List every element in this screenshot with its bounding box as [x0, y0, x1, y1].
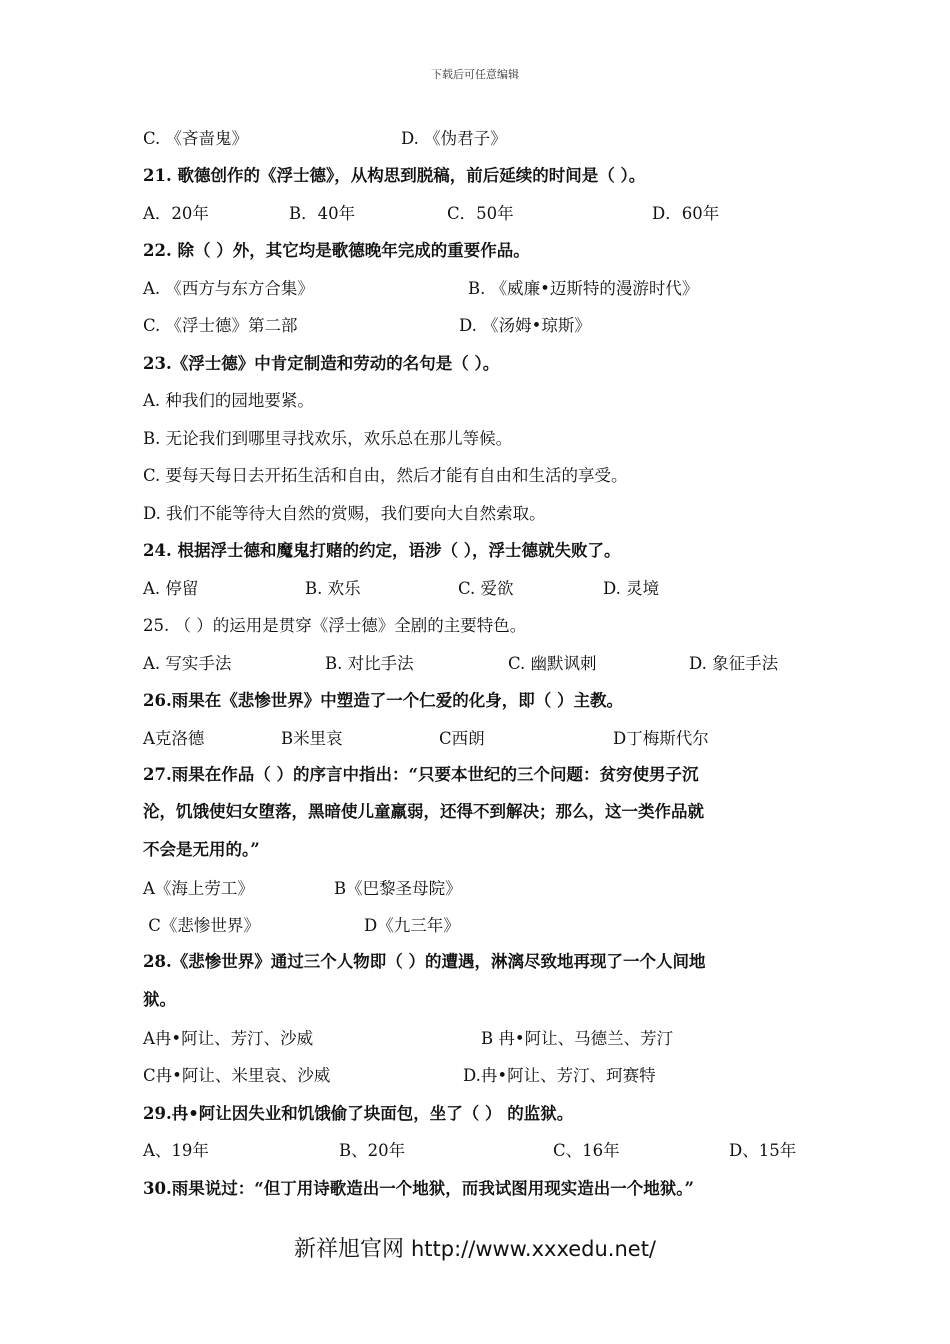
- question-28-line: 狱。: [143, 989, 176, 1009]
- question-23: 23.《浮士德》中肯定制造和劳动的名句是（ ）。: [143, 353, 500, 373]
- question-22: 22. 除（ ）外，其它均是歌德晚年完成的重要作品。: [143, 241, 530, 261]
- option: A．20年: [143, 203, 209, 223]
- options-row: [143, 718, 823, 756]
- options-row: [143, 1056, 823, 1094]
- option: B、20年: [339, 1141, 406, 1161]
- option: A《海上劳工》: [143, 878, 254, 898]
- question-30: 30.雨果说过：“但丁用诗歌造出一个地狱，而我试图用现实造出一个地狱。”: [143, 1178, 694, 1198]
- option: B《巴黎圣母院》: [334, 878, 462, 898]
- options-row: [143, 118, 823, 156]
- option: B米里哀: [281, 728, 343, 748]
- option: C. 幽默讽刺: [508, 653, 597, 673]
- option: A. 写实手法: [143, 653, 232, 673]
- question-21: 21. 歌德创作的《浮士德》，从构思到脱稿，前后延续的时间是（ ）。: [143, 166, 646, 186]
- question-27-line: 沦，饥饿使妇女堕落，黑暗使儿童羸弱，还得不到解决；那么，这一类作品就: [143, 802, 704, 821]
- page-header: 下载后可任意编辑: [431, 68, 519, 81]
- option: D. 《伪君子》: [401, 128, 507, 148]
- question-29: 29.冉•阿让因失业和饥饿偷了块面包，坐了（ ） 的监狱。: [143, 1103, 574, 1123]
- options-row: [143, 1131, 823, 1169]
- option: D. 象征手法: [689, 653, 779, 673]
- question-27-line: 不会是无用的。”: [143, 839, 260, 859]
- option-line: B. 无论我们到哪里寻找欢乐，欢乐总在那儿等候。: [143, 428, 513, 448]
- question-24: 24. 根据浮士德和魔鬼打赌的约定，语涉（ ），浮士德就失败了。: [143, 541, 621, 561]
- option: A克洛德: [143, 728, 205, 748]
- option: C. 《浮士德》第二部: [143, 316, 298, 336]
- question-28: [143, 943, 803, 1018]
- option: C西朗: [439, 728, 485, 748]
- footer-url[interactable]: http://www.xxxedu.net/: [410, 1237, 657, 1261]
- options-row: [143, 868, 823, 906]
- question-26: 26.雨果在《悲惨世界》中塑造了一个仁爱的化身，即（ ）主教。: [143, 691, 623, 711]
- options-row: [143, 193, 823, 231]
- option: D.冉•阿让、芳汀、珂赛特: [463, 1066, 656, 1086]
- option: B. 《威廉•迈斯特的漫游时代》: [468, 278, 699, 298]
- question-28-line: 28.《悲惨世界》通过三个人物即（ ）的遭遇，淋漓尽致地再现了一个人间地: [143, 952, 706, 971]
- options-row: [143, 568, 823, 606]
- option: D《九三年》: [364, 916, 460, 936]
- option: D. 《汤姆•琼斯》: [459, 316, 591, 336]
- option: B 冉•阿让、马德兰、芳汀: [481, 1028, 674, 1048]
- question-25: 25. （ ）的运用是贯穿《浮士德》全剧的主要特色。: [143, 616, 527, 636]
- question-27: [143, 756, 803, 869]
- option: C、16年: [553, 1141, 620, 1161]
- option: B. 欢乐: [305, 578, 361, 598]
- footer-brand: 新祥旭官网: [293, 1237, 404, 1262]
- question-list: [143, 118, 823, 1206]
- option: C. 爱欲: [458, 578, 514, 598]
- option: D．60年: [652, 203, 720, 223]
- options-row: [143, 268, 823, 306]
- option: A. 《西方与东方合集》: [143, 278, 314, 298]
- question-27-line: 27.雨果在作品（ ）的序言中指出：“只要本世纪的三个问题：贫穷使男子沉: [143, 764, 699, 784]
- option: A、19年: [143, 1141, 209, 1161]
- options-row: [143, 906, 823, 944]
- option-line: C. 要每天每日去开拓生活和自由，然后才能有自由和生活的享受。: [143, 466, 628, 486]
- option: D. 灵境: [603, 578, 660, 598]
- option: B．40年: [289, 203, 356, 223]
- option: C《悲惨世界》: [143, 916, 260, 936]
- options-row: [143, 643, 823, 681]
- option: B. 对比手法: [325, 653, 414, 673]
- option: D、15年: [729, 1141, 797, 1161]
- option: C冉•阿让、米里哀、沙威: [143, 1066, 331, 1086]
- option: C．50年: [447, 203, 514, 223]
- option: C. 《吝啬鬼》: [143, 128, 249, 148]
- option: D丁梅斯代尔: [613, 728, 709, 748]
- option: A冉•阿让、芳汀、沙威: [143, 1028, 314, 1048]
- option: A. 停留: [143, 578, 199, 598]
- options-row: [143, 306, 823, 344]
- option-line: A. 种我们的园地要紧。: [143, 391, 314, 411]
- options-row: [143, 1018, 823, 1056]
- option-line: D. 我们不能等待大自然的赏赐，我们要向大自然索取。: [143, 503, 546, 523]
- page-footer: [0, 1232, 950, 1263]
